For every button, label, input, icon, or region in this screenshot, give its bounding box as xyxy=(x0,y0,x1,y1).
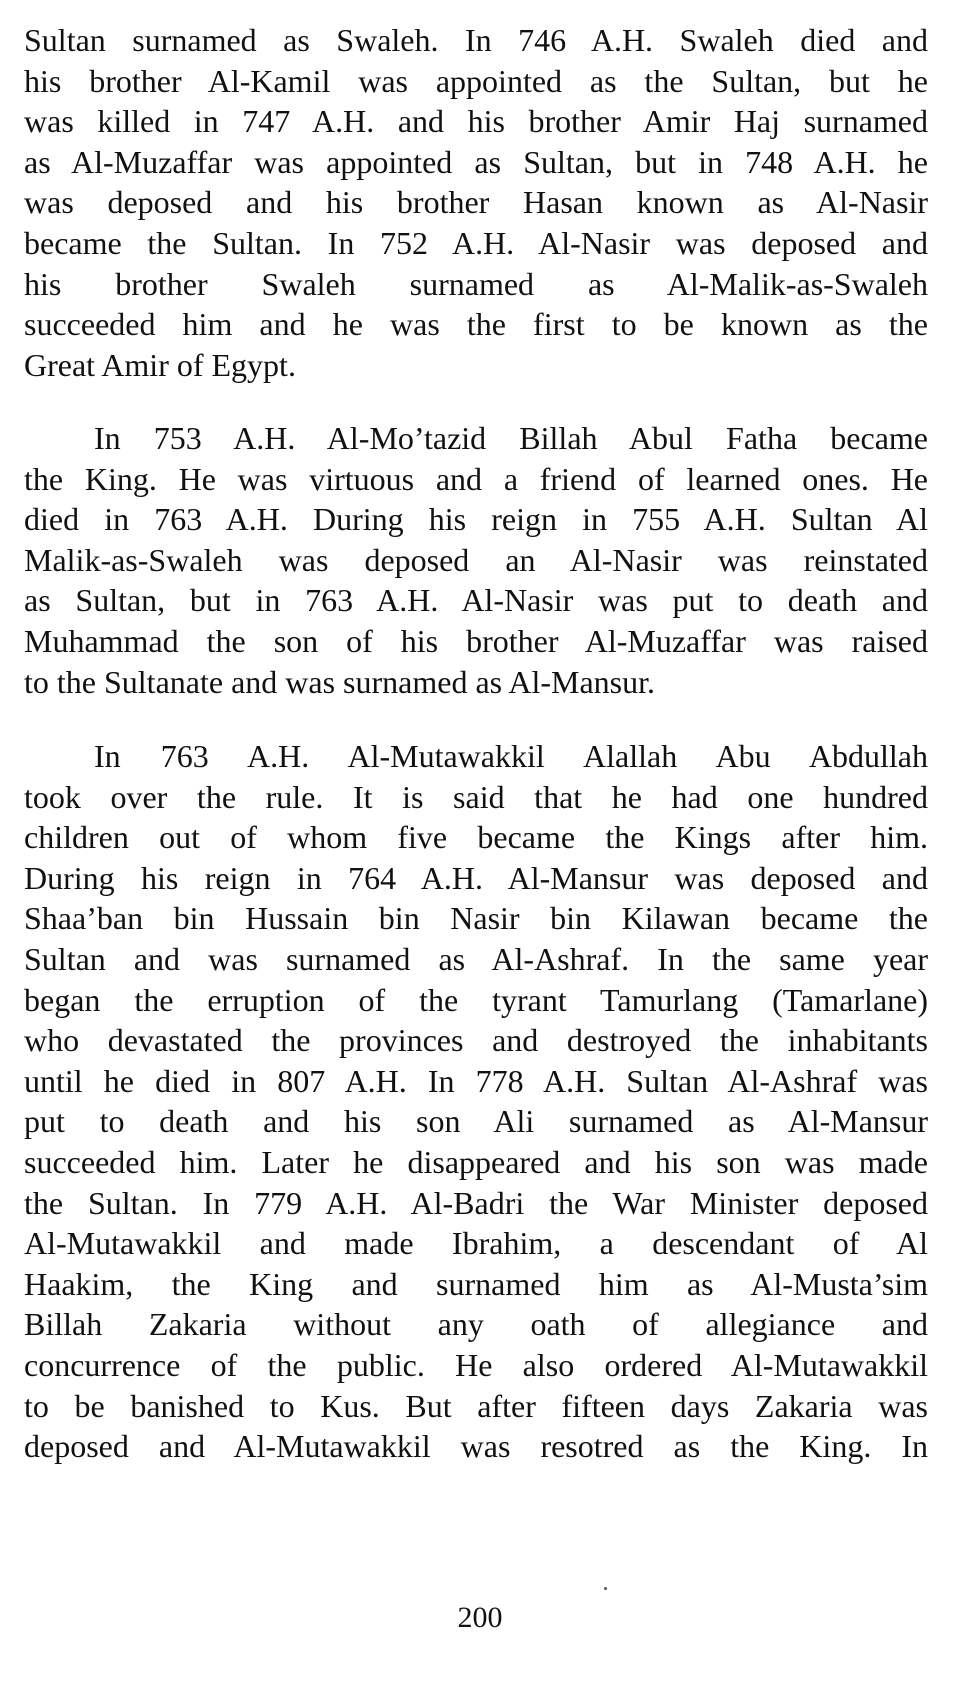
paragraph-line: the King. He was virtuous and a friend of learned ones. He xyxy=(24,460,928,497)
paragraph-line: Muhammad the son of his brother Al-Muzaffar was raised xyxy=(24,622,928,659)
paragraph-line: as Sultan, but in 763 A.H. Al-Nasir was put to death and xyxy=(24,582,928,619)
paragraph-line: the Sultan. In 779 A.H. Al-Badri the War Minister deposed xyxy=(24,1184,928,1221)
paragraph-line: Sultan and was surnamed as Al-Ashraf. In the same year xyxy=(24,940,928,977)
paragraph-line: Sultan surnamed as Swaleh. In 746 A.H. Swaleh died and xyxy=(24,22,928,58)
paragraph-line: his brother Swaleh surnamed as Al-Malik-as-Swaleh xyxy=(24,265,928,302)
paragraph-line: was killed in 747 A.H. and his brother Amir Haj surnamed xyxy=(24,103,928,140)
paragraph-1 xyxy=(24,20,928,385)
paragraph-line: as Al-Muzaffar was appointed as Sultan, but in 748 A.H. he xyxy=(24,143,928,180)
paragraph-line: children out of whom five became the Kings after him. xyxy=(24,819,928,856)
paragraph-line: Al-Mutawakkil and made Ibrahim, a descendant of Al xyxy=(24,1225,928,1262)
paragraph-line: concurrence of the public. He also ordered Al-Mutawakkil xyxy=(24,1346,928,1383)
paragraph-line: his brother Al-Kamil was appointed as the Sultan, but he xyxy=(24,62,928,99)
paragraph-line: succeeded him and he was the first to be known as the xyxy=(24,306,928,343)
paragraph-line: Haakim, the King and surnamed him as Al-Musta’sim xyxy=(24,1265,928,1302)
paragraph-line: During his reign in 764 A.H. Al-Mansur was deposed and xyxy=(24,859,928,896)
paragraph-line: Billah Zakaria without any oath of allegiance and xyxy=(24,1306,928,1343)
paragraph-line: became the Sultan. In 752 A.H. Al-Nasir was deposed and xyxy=(24,224,928,261)
paragraph-line: deposed and Al-Mutawakkil was resotred as the King. In xyxy=(24,1428,928,1465)
paragraph-2 xyxy=(24,418,928,702)
paragraph-line: Malik-as-Swaleh was deposed an Al-Nasir was reinstated xyxy=(24,541,928,578)
paragraph-line: to be banished to Kus. But after fifteen days Zakaria was xyxy=(24,1387,928,1424)
paragraph-line: took over the rule. It is said that he had one hundred xyxy=(24,778,928,815)
page-number: 200 xyxy=(457,1601,503,1634)
paragraph-3 xyxy=(24,736,928,1467)
paragraph-line: In 763 A.H. Al-Mutawakkil Alallah Abu Abdullah xyxy=(94,738,928,774)
paragraph-line: was deposed and his brother Hasan known as Al-Nasir xyxy=(24,184,928,221)
paragraph-line: who devastated the provinces and destroyed the inhabitants xyxy=(24,1022,928,1059)
paragraph-line: succeeded him. Later he disappeared and his son was made xyxy=(24,1143,928,1180)
paragraph-line: to the Sultanate and was surnamed as Al-Mansur. xyxy=(24,663,655,700)
paragraph-line: In 753 A.H. Al-Mo’tazid Billah Abul Fatha became xyxy=(94,420,928,456)
paragraph-line: Shaa’ban bin Hussain bin Nasir bin Kilawan became the xyxy=(24,900,928,937)
paragraph-line: died in 763 A.H. During his reign in 755 A.H. Sultan Al xyxy=(24,501,928,538)
paragraph-line: began the erruption of the tyrant Tamurlang (Tamarlane) xyxy=(24,981,928,1018)
paragraph-line: Great Amir of Egypt. xyxy=(24,346,296,383)
paragraph-line: put to death and his son Ali surnamed as Al-Mansur xyxy=(24,1103,928,1140)
scan-speck xyxy=(604,1587,607,1590)
paragraph-line: until he died in 807 A.H. In 778 A.H. Sultan Al-Ashraf was xyxy=(24,1062,928,1099)
